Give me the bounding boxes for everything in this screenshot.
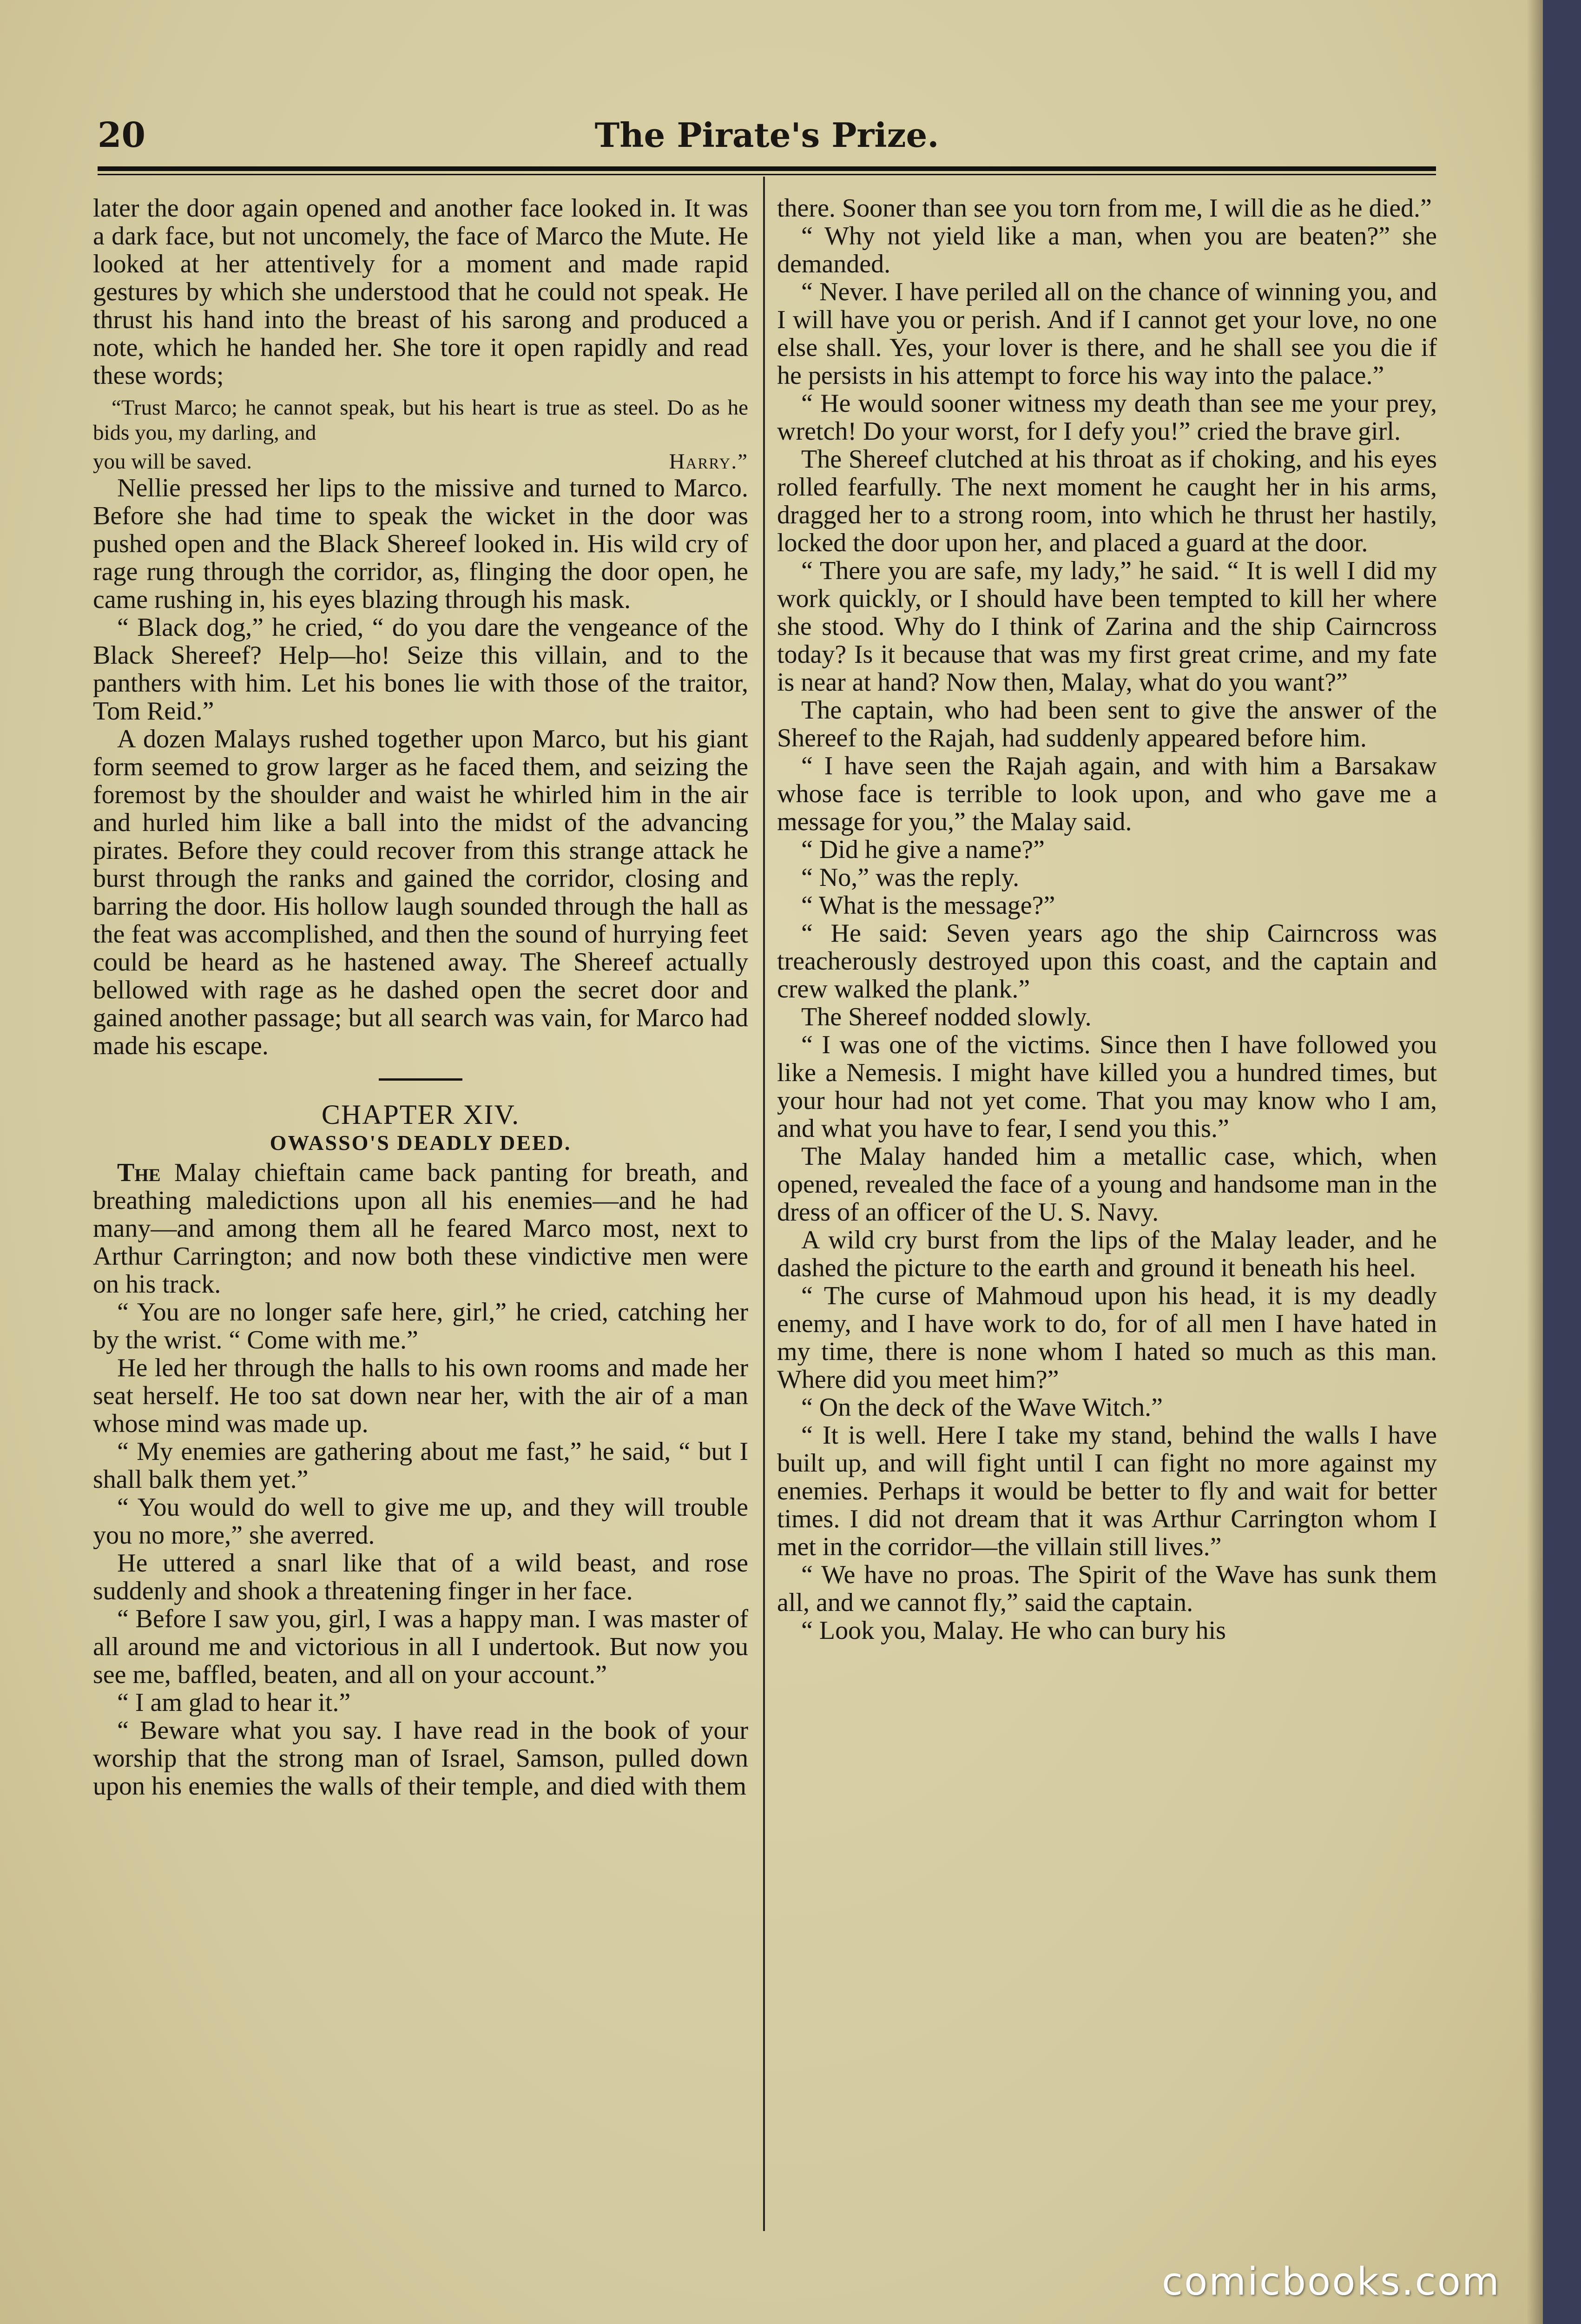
running-title: The Pirate's Prize. xyxy=(594,115,939,155)
paragraph: “ Why not yield like a man, when you are beaten?” she demanded. xyxy=(777,222,1437,278)
paragraph: “ No,” was the reply. xyxy=(801,863,1020,892)
paragraph: “ What is the message?” xyxy=(801,891,1055,920)
header-rule xyxy=(98,166,1436,171)
letter-closing-line: you will be saved. xyxy=(93,449,252,474)
chapter-title: CHAPTER XIV. xyxy=(321,1099,520,1130)
paragraph: “ You would do well to give me up, and they will trouble you no more,” she averred. xyxy=(93,1493,748,1550)
paragraph: “ Beware what you say. I have read in the book of your worship that the strong man of Israel, Samson, pulled down upon his enemies the walls of their temple, and died with them xyxy=(93,1716,748,1801)
paragraph: “ Black dog,” he cried, “ do you dare the vengeance of the Black Shereef? Help—ho! Seize this villain, and to the panthers with him. Let his bones lie with those of the traitor, Tom Reid.” xyxy=(93,613,748,726)
paragraph: He uttered a snarl like that of a wild beast, and rose suddenly and shook a threatening finger in her face. xyxy=(93,1549,748,1605)
section-rule xyxy=(379,1078,462,1081)
paragraph: A dozen Malays rushed together upon Marco, but his giant form seemed to grow larger as he faced them, and seizing the foremost by the shoulder and waist he whirled him in the air and hurled him like a ball into the midst of the advancing pirates. Before they could recover from this strange attack he burst through the ranks and gained the corridor, closing and barring the door. His hollow laugh sounded through the hall as the feat was accomplished, and then the sound of hurrying feet could be heard as he hastened away. The Shereef actually bellowed with rage as he dashed open the secret door and gained another passage; but all search was vain, for Marco had made his escape. xyxy=(93,725,748,1060)
paragraph: there. Sooner than see you torn from me, I will die as he died.” xyxy=(777,194,1432,223)
paragraph: later the door again opened and another face looked in. It was a dark face, but not uncomely, the face of Marco the Mute. He looked at her attentively for a moment and made rapid gestures by which she understood that he could not speak. He thrust his hand into the breast of his sarong and produced a note, which he handed her. She tore it open rapidly and read these words; xyxy=(93,194,748,390)
paragraph: “ On the deck of the Wave Witch.” xyxy=(801,1393,1163,1422)
paragraph-lead-word: The xyxy=(117,1158,161,1187)
paragraph: “ My enemies are gathering about me fast,” he said, “ but I shall balk them yet.” xyxy=(93,1437,748,1494)
paragraph: “ You are no longer safe here, girl,” he cried, catching her by the wrist. “ Come with me.” xyxy=(93,1298,748,1354)
page-edge-shadow xyxy=(1527,0,1543,2324)
paragraph: “ It is well. Here I take my stand, behind the walls I have built up, and will fight until I can fight no more against my enemies. Perhaps it would be better to fly and wait for better times. I did not dream that it was Arthur Carrington whom I met in the corridor—the villain still lives.” xyxy=(777,1421,1437,1561)
page-header xyxy=(98,112,1436,163)
paragraph: He led her through the halls to his own rooms and made her seat herself. He too sat down near her, with the air of a man whose mind was made up. xyxy=(93,1353,748,1438)
paragraph: The captain, who had been sent to give the answer of the Shereef to the Rajah, had suddenly appeared before him. xyxy=(777,696,1437,753)
paragraph: The Shereef nodded slowly. xyxy=(801,1003,1092,1031)
letter-text: “Trust Marco; he cannot speak, but his heart is true as steel. Do as he bids you, my darling, and xyxy=(93,396,748,445)
paragraph: “ He would sooner witness my death than see me your prey, wretch! Do your worst, for I defy you!” cried the brave girl. xyxy=(777,389,1437,446)
paragraph: “ There you are safe, my lady,” he said. “ It is well I did my work quickly, or I should have been tempted to kill her where she stood. Why do I think of Zarina and the ship Cairncross today? Is it because that was my first great crime, and my fate is near at hand? Now then, Malay, what do you want?” xyxy=(777,556,1437,697)
paragraph: Nellie pressed her lips to the missive and turned to Marco. Before she had time to speak the wicket in the door was pushed open and the Black Shereef looked in. His wild cry of rage rung through the corridor, as, flinging the door open, he came rushing in, his eyes blazing through his mask. xyxy=(93,474,748,614)
paragraph: “ Did he give a name?” xyxy=(801,835,1045,864)
column-divider xyxy=(763,177,765,2231)
paragraph: “ The curse of Mahmoud upon his head, it is my deadly enemy, and I have work to do, for of all men I have hated in my time, there is none whom I hated so much as this man. Where did you meet him?” xyxy=(777,1281,1437,1394)
paragraph: “ I am glad to hear it.” xyxy=(117,1688,351,1717)
paragraph: “ I have seen the Rajah again, and with him a Barsakaw whose face is terrible to look upon, and who gave me a message for you,” the Malay said. xyxy=(777,752,1437,836)
binding-edge xyxy=(1543,0,1581,2324)
page-number: 20 xyxy=(98,115,145,155)
header-rule-thin xyxy=(98,174,1436,175)
paragraph: “ Never. I have periled all on the chance of winning you, and I will have you or perish. And if I cannot get your love, no one else shall. Yes, your lover is there, and he shall see you die if he persists in his attempt to force his way into the palace.” xyxy=(777,277,1437,390)
paragraph xyxy=(93,1159,748,1298)
paragraph: “ Before I saw you, girl, I was a happy man. I was master of all around me and victorious in all I undertook. But now you see me, baffled, beaten, and all on your account.” xyxy=(93,1604,748,1689)
paragraph: The Malay handed him a metallic case, which, when opened, revealed the face of a young and handsome man in the dress of an officer of the U. S. Navy. xyxy=(777,1142,1437,1227)
paragraph: “ Look you, Malay. He who can bury his xyxy=(801,1616,1226,1645)
site-watermark: comicbooks.com xyxy=(1162,2260,1501,2304)
left-column xyxy=(93,194,748,1800)
paragraph: “ We have no proas. The Spirit of the Wave has sunk them all, and we cannot fly,” said the captain. xyxy=(777,1560,1437,1617)
paragraph: A wild cry burst from the lips of the Malay leader, and he dashed the picture to the earth and ground it beneath his heel. xyxy=(777,1226,1437,1282)
letter-signature: Harry.” xyxy=(669,449,748,474)
paragraph: “ He said: Seven years ago the ship Cairncross was treacherously destroyed upon this coast, and the captain and crew walked the plank.” xyxy=(777,919,1437,1004)
right-column xyxy=(777,194,1437,1644)
paragraph: The Shereef clutched at his throat as if choking, and his eyes rolled fearfully. The next moment he caught her in his arms, dragged her to a strong room, into which he thrust her hastily, locked the door upon her, and placed a guard at the door. xyxy=(777,445,1437,557)
letter-closing xyxy=(93,449,748,474)
chapter-subtitle: OWASSO'S DEADLY DEED. xyxy=(270,1131,572,1155)
paragraph-text: Malay chieftain came back panting for breath, and breathing maledictions upon all his enemies—and he had many—and among them all he feared Marco most, next to Arthur Carrington; and now both these vindictive men were on his track. xyxy=(93,1158,748,1299)
paragraph: “ I was one of the victims. Since then I have followed you like a Nemesis. I might have killed you a hundred times, but your hour had not yet come. That you may know who I am, and what you have to fear, I send you this.” xyxy=(777,1030,1437,1143)
